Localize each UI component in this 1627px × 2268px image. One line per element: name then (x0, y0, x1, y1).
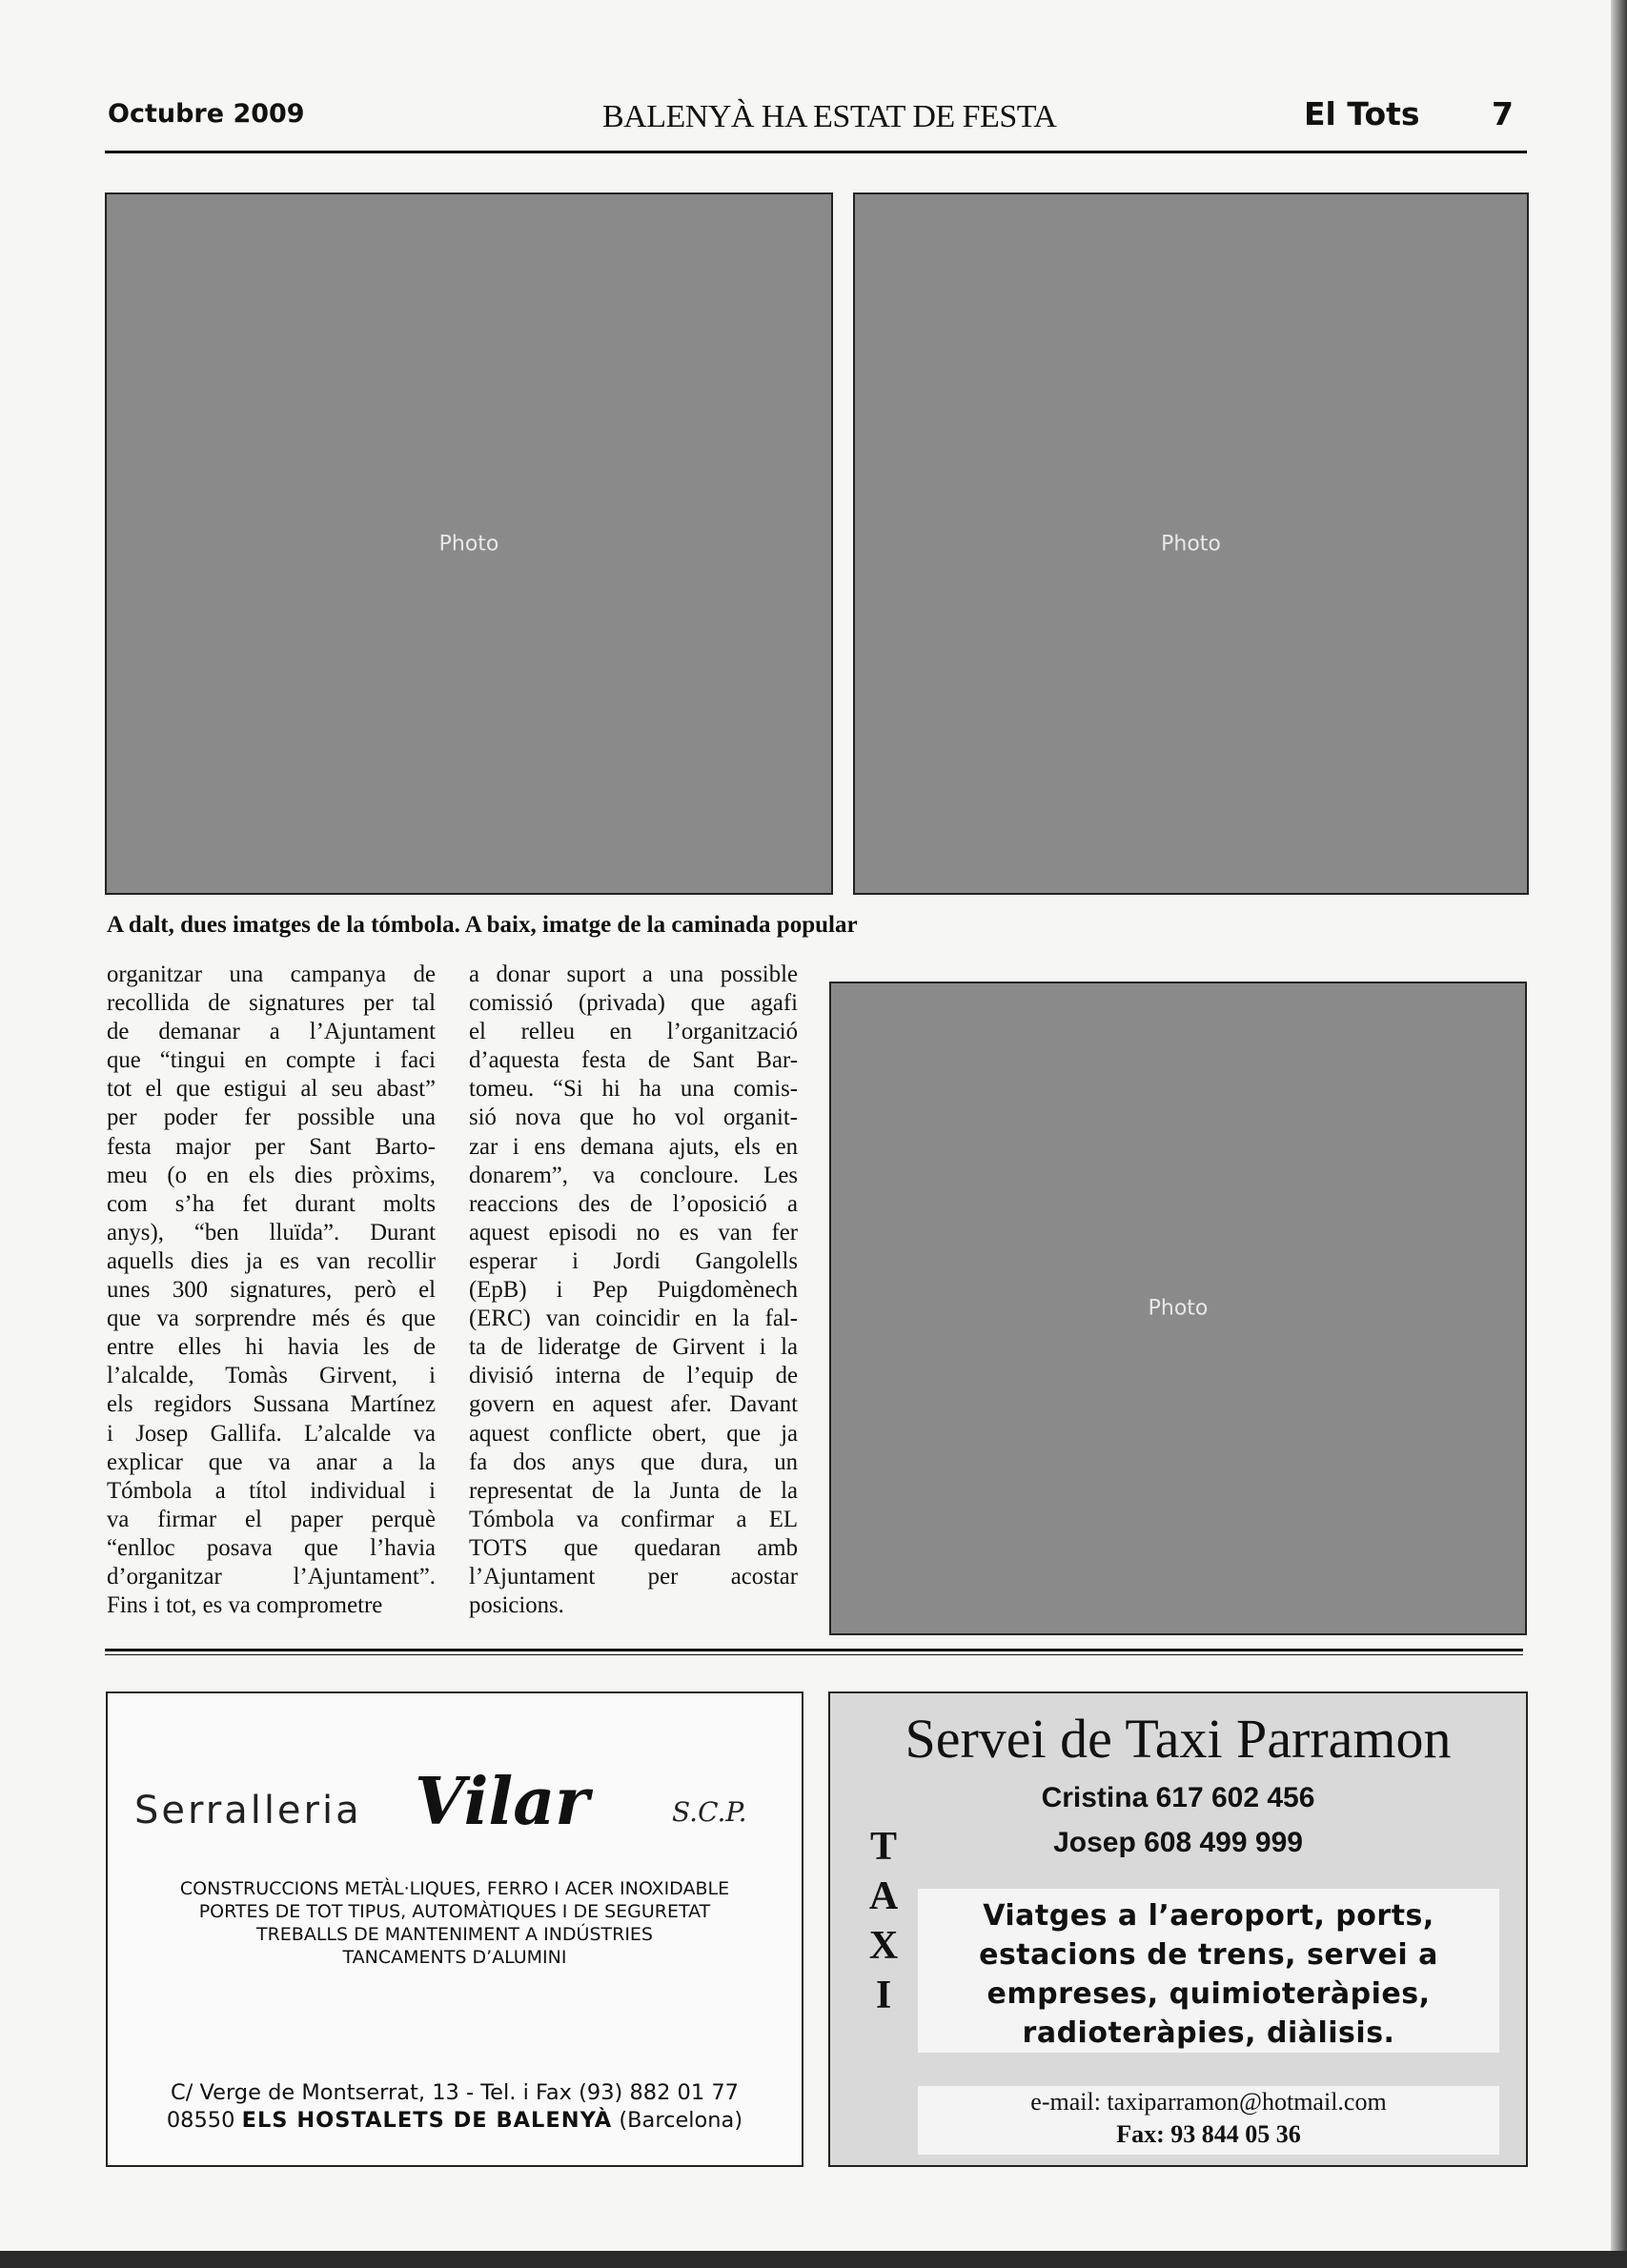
ad-taxi-letter: X (868, 1924, 899, 1968)
article-line: fa dos anys que dura, un (469, 1448, 798, 1475)
article-line: que “tingui en compte i faci (107, 1047, 436, 1074)
article-line: tot el que estigui al seu abast” (107, 1076, 436, 1103)
ad-taxi-phone-cristina: Cristina 617 602 456 (1041, 1782, 1315, 1813)
ad-street-address: C/ Verge de Montserrat, 13 - Tel. i Fax (93) 882 01 77 (171, 2080, 739, 2105)
header-rule (105, 151, 1527, 153)
ad-taxi-letter: T (869, 1825, 897, 1869)
article-line: sió nova que ho vol organit- (469, 1104, 798, 1131)
article-line: esperar i Jordi Gangolells (469, 1247, 798, 1274)
article-line: aquest conflicte obert, que ja (469, 1420, 798, 1447)
ad-serralleria-vilar (106, 1691, 803, 2167)
article-line: tomeu. “Si hi ha una comis- (469, 1076, 798, 1103)
photo-caminada-popular (829, 982, 1527, 1635)
ad-taxi-service-line: empreses, quimioteràpies, (986, 1977, 1431, 2011)
article-line: Tómbola a títol individual i (107, 1477, 436, 1504)
article-line: a donar suport a una possible (469, 962, 798, 987)
page-number: 7 (1492, 95, 1514, 132)
article-line: representat de la Junta de la (469, 1477, 798, 1504)
article-line: (ERC) van coincidir en la fal- (469, 1306, 798, 1332)
ad-address (108, 2079, 802, 2135)
article-line: donarem”, va concloure. Les (469, 1162, 798, 1188)
photo-placeholder-label: Photo (438, 532, 499, 556)
ad-service-line: TREBALLS DE MANTENIMENT A INDÚSTRIES (255, 1924, 653, 1945)
article-column-1 (107, 961, 436, 1620)
photo-placeholder-label: Photo (1161, 532, 1221, 556)
ad-taxi-service-line: radioteràpies, diàlisis. (1022, 2016, 1395, 2050)
article-line: recollida de signatures per tal (107, 990, 436, 1017)
article-line: explicar que va anar a la (107, 1448, 436, 1475)
article-line: l’Ajuntament per acostar (469, 1563, 798, 1590)
article-line: d’aquesta festa de Sant Bar- (469, 1047, 798, 1074)
ad-taxi-vertical-word (864, 1822, 903, 2020)
ad-taxi-parramon (828, 1691, 1528, 2167)
ad-taxi-service-line: estacions de trens, servei a (979, 1938, 1438, 1972)
article-line: Tómbola va confirmar a EL (469, 1506, 798, 1532)
ad-taxi-letter: I (875, 1974, 892, 2017)
article-line: divisió interna de l’equip de (469, 1363, 798, 1389)
article-line: meu (o en els dies pròxims, (107, 1162, 436, 1188)
section-divider-thin (105, 1654, 1523, 1655)
ad-taxi-fax: Fax: 93 844 05 36 (1116, 2120, 1301, 2148)
issue-date: Octubre 2009 (108, 99, 305, 129)
ad-service-line: PORTES DE TOT TIPUS, AUTOMÀTIQUES I DE SEGURETAT (198, 1901, 711, 1922)
article-line: govern en aquest afer. Davant (469, 1391, 798, 1418)
publication-name: El Tots (1304, 95, 1420, 132)
article-line: anys), “ben lluïda”. Durant (107, 1219, 436, 1245)
article-line: comissió (privada) que agafi (469, 990, 798, 1017)
article-line: (EpB) i Pep Puigdomènech (469, 1277, 798, 1304)
article-line: entre elles hi havia les de (107, 1334, 436, 1361)
photo-caption: A dalt, dues imatges de la tómbola. A baix, imatge de la caminada popular (107, 912, 858, 938)
ad-postcode: 08550 (166, 2108, 235, 2133)
article-line: de demanar a l’Ajuntament (107, 1019, 436, 1045)
article-line: ta de lideratge de Girvent i la (469, 1334, 798, 1361)
ad-taxi-services (918, 1896, 1499, 2053)
ad-company-suffix: S.C.P. (672, 1796, 747, 1828)
page-edge-shadow (1611, 0, 1627, 2268)
article-line: Fins i tot, es va comprometre (107, 1592, 383, 1619)
ad-taxi-title: Servei de Taxi Parramon (905, 1708, 1452, 1770)
ad-taxi-contact-box (918, 2086, 1499, 2155)
section-divider (105, 1649, 1523, 1651)
article-column-2 (469, 961, 798, 1620)
article-line: unes 300 signatures, però el (107, 1277, 436, 1304)
article-line: l’alcalde, Tomàs Girvent, i (107, 1363, 436, 1389)
article-line: “enlloc posava que l’havia (107, 1534, 436, 1561)
article-line: que va sorprendre més és que (107, 1306, 436, 1332)
article-line: com s’ha fet durant molts (107, 1190, 436, 1217)
ad-company-name: Serralleria (134, 1789, 362, 1833)
ad-service-line: TANCAMENTS D’ALUMINI (342, 1947, 567, 1968)
article-line: els regidors Sussana Martínez (107, 1391, 436, 1418)
article-line: posicions. (469, 1592, 564, 1619)
page-bottom-edge (0, 2251, 1627, 2268)
ad-service-line: CONSTRUCCIONS METÀL·LIQUES, FERRO I ACER INOXIDABLE (179, 1878, 730, 1899)
article-line: i Josep Gallifa. L’alcalde va (107, 1420, 436, 1447)
article-line: reaccions des de l’oposició a (469, 1190, 798, 1217)
photo-placeholder-label: Photo (1148, 1296, 1209, 1321)
photo-tombola-left (105, 192, 833, 895)
ad-taxi-letter: A (868, 1874, 899, 1918)
article-line: el relleu en l’organització (469, 1019, 798, 1045)
ad-taxi-phone-josep: Josep 608 499 999 (1053, 1827, 1303, 1858)
ad-town: ELS HOSTALETS DE BALENYÀ (241, 2108, 613, 2133)
section-title: BALENYÀ HA ESTAT DE FESTA (602, 99, 1057, 134)
article-line: aquest episodi no es van fer (469, 1219, 798, 1245)
ad-brand-logo: Vilar (415, 1764, 590, 1840)
article-line: festa major per Sant Barto- (107, 1133, 436, 1160)
article-line: aquells dies ja es van recollir (107, 1247, 436, 1274)
ad-taxi-services-box (918, 1889, 1499, 2053)
article-line: d’organitzar l’Ajuntament”. (107, 1563, 436, 1590)
article-line: per poder fer possible una (107, 1104, 436, 1131)
photo-tombola-right (853, 192, 1529, 895)
ad-taxi-email: e-mail: taxiparramon@hotmail.com (1030, 2088, 1387, 2116)
ad-town-line (108, 2107, 802, 2135)
article-line: zar i ens demana ajuts, els en (469, 1133, 798, 1160)
article-line: TOTS que quedaran amb (469, 1534, 798, 1561)
ad-region: (Barcelona) (619, 2108, 743, 2133)
ad-services-list (108, 1877, 802, 1969)
ad-taxi-service-line: Viatges a l’aeroport, ports, (983, 1899, 1434, 1933)
article-line: organitzar una campanya de (107, 962, 436, 987)
article-line: va firmar el paper perquè (107, 1506, 436, 1532)
